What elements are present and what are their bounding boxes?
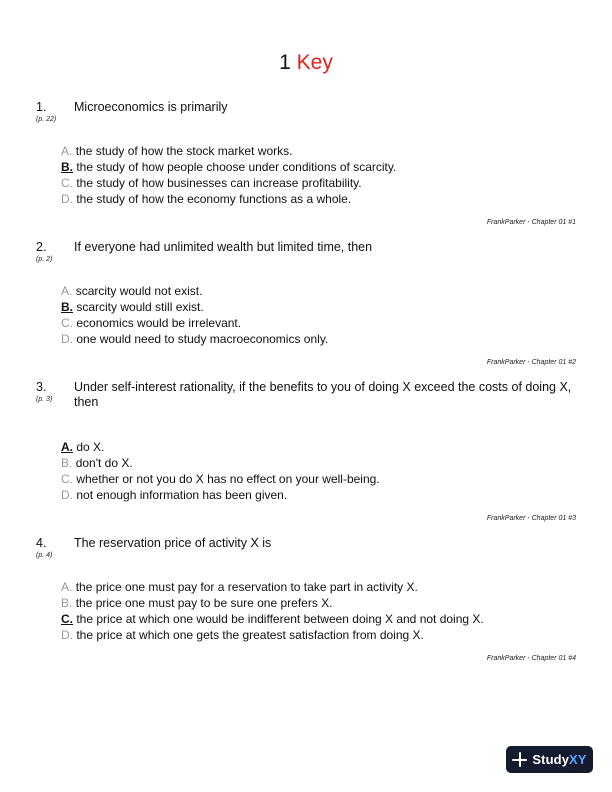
- source-reference: FrankParker - Chapter 01 #3: [486, 515, 576, 522]
- choice-text: scarcity would still exist.: [76, 300, 204, 314]
- choice-letter: A.: [61, 144, 73, 158]
- title-number: 1: [279, 51, 291, 74]
- choice-b: [61, 455, 380, 471]
- answer-choices: [61, 439, 380, 503]
- answer-choices: [61, 579, 484, 643]
- page-reference: (p. 22): [36, 116, 57, 123]
- studyxy-logo-badge[interactable]: [506, 746, 593, 773]
- choice-d: [61, 487, 380, 503]
- answer-choices: [61, 283, 328, 347]
- question-number: 1.: [36, 100, 47, 114]
- choice-c: [61, 175, 396, 191]
- question-text: Microeconomics is primarily: [74, 100, 228, 114]
- page-reference: (p. 3): [36, 396, 53, 403]
- choice-letter: A.: [61, 440, 73, 454]
- choice-b: [61, 595, 484, 611]
- choice-a: [61, 579, 484, 595]
- choice-letter: D.: [61, 628, 73, 642]
- choice-c: [61, 315, 328, 331]
- choice-text: the price at which one would be indifferent between doing X and not doing X.: [76, 612, 484, 626]
- question-number: 3.: [36, 380, 47, 394]
- choice-c: [61, 471, 380, 487]
- choice-text: the study of how the stock market works.: [75, 144, 293, 158]
- choice-text: the study of how the economy functions as a whole.: [76, 192, 352, 206]
- choice-a: [61, 283, 328, 299]
- choice-letter: B.: [61, 160, 73, 174]
- choice-text: the price at which one gets the greatest satisfaction from doing X.: [76, 628, 424, 642]
- choice-text: not enough information has been given.: [76, 488, 288, 502]
- question-2: [36, 240, 576, 372]
- question-text: The reservation price of activity X is: [74, 536, 272, 550]
- choice-letter: B.: [61, 300, 73, 314]
- question-3: [36, 380, 576, 528]
- choice-text: whether or not you do X has no effect on your well-being.: [76, 472, 380, 486]
- title-key-label: Key: [296, 51, 333, 74]
- choice-letter: B.: [61, 596, 73, 610]
- choice-text: the price one must pay for a reservation to take part in activity X.: [75, 580, 418, 594]
- choice-letter: C.: [61, 176, 73, 190]
- question-1: [36, 100, 576, 232]
- choice-text: scarcity would not exist.: [75, 284, 203, 298]
- question-number: 4.: [36, 536, 47, 550]
- choice-letter: A.: [61, 580, 73, 594]
- choice-d: [61, 331, 328, 347]
- choice-letter: C.: [61, 472, 73, 486]
- answer-choices: [61, 143, 396, 207]
- choice-letter: C.: [61, 316, 73, 330]
- question-text: If everyone had unlimited wealth but limited time, then: [74, 240, 373, 254]
- page-reference: (p. 4): [36, 552, 53, 559]
- choice-letter: D.: [61, 488, 73, 502]
- choice-text: the study of how businesses can increase profitability.: [76, 176, 362, 190]
- choice-text: the price one must pay to be sure one prefers X.: [75, 596, 333, 610]
- choice-b-correct: [61, 159, 396, 175]
- choice-letter: D.: [61, 192, 73, 206]
- choice-d: [61, 191, 396, 207]
- brand-accent: XY: [569, 752, 587, 767]
- choice-letter: B.: [61, 456, 73, 470]
- choice-letter: D.: [61, 332, 73, 346]
- choice-a-correct: [61, 439, 380, 455]
- plus-icon: [512, 752, 527, 767]
- brand-main: Study: [532, 752, 570, 767]
- choice-a: [61, 143, 396, 159]
- choice-letter: A.: [61, 284, 73, 298]
- question-number: 2.: [36, 240, 47, 254]
- question-text: Under self-interest rationality, if the benefits to you of doing X exceed the costs of doing X, then: [74, 380, 572, 409]
- source-reference: FrankParker - Chapter 01 #1: [486, 219, 576, 226]
- source-reference: FrankParker - Chapter 01 #2: [486, 359, 576, 366]
- choice-letter: C.: [61, 612, 73, 626]
- question-4: [36, 536, 576, 668]
- choice-text: economics would be irrelevant.: [76, 316, 242, 330]
- brand-name: [532, 752, 586, 767]
- choice-text: do X.: [76, 440, 105, 454]
- choice-c-correct: [61, 611, 484, 627]
- choice-text: don't do X.: [75, 456, 133, 470]
- choice-b-correct: [61, 299, 328, 315]
- page-title: [0, 50, 612, 76]
- source-reference: FrankParker - Chapter 01 #4: [486, 655, 576, 662]
- page-reference: (p. 2): [36, 256, 53, 263]
- choice-d: [61, 627, 484, 643]
- choice-text: the study of how people choose under conditions of scarcity.: [76, 160, 397, 174]
- choice-text: one would need to study macroeconomics only.: [76, 332, 329, 346]
